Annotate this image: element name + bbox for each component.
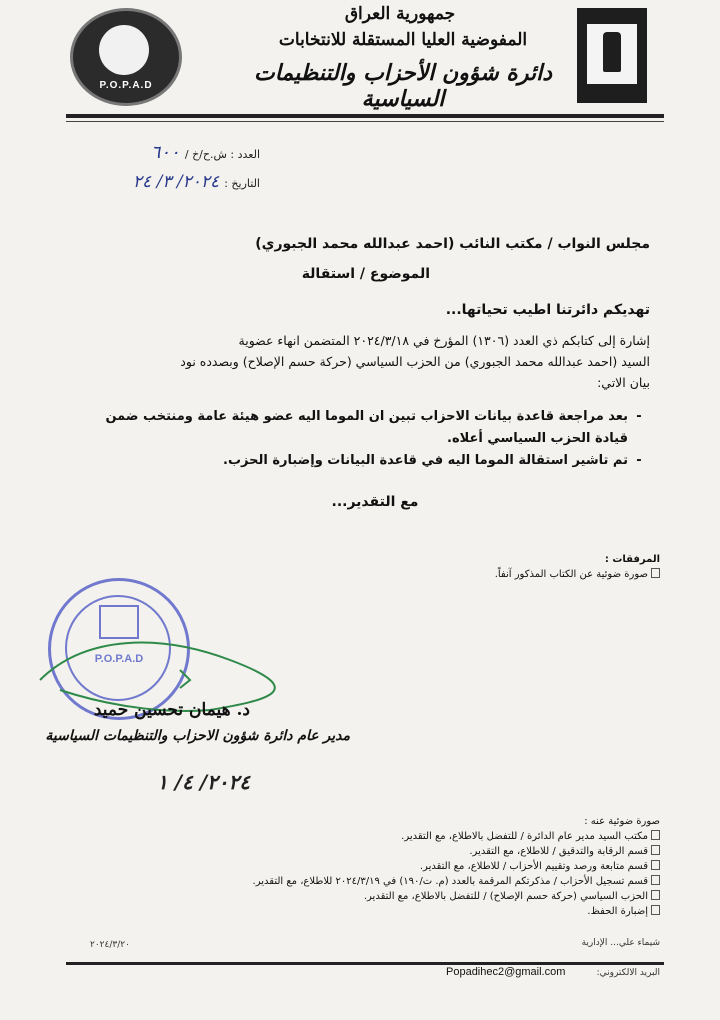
- number-value: ٦٠٠: [150, 142, 180, 163]
- email-label: البريد الالكتروني:: [596, 968, 660, 978]
- copy-item: مكتب السيد مدير عام الدائرة / للتفضل بالاطلاع، مع التقدير.: [200, 829, 660, 844]
- bullet-item: - بعد مراجعة قاعدة بيانات الاحزاب تبين ان الموما اليه عضو هيئة عامة ومنتخب ضمن قيادة الحزب السياسي أعلاه.: [80, 406, 650, 450]
- greeting: تهديكم دائرتنا اطيب تحياتها...: [445, 302, 650, 318]
- copy-item: إضبارة الحفظ.: [200, 904, 660, 919]
- signature-date: ٢٠٢٤/ ٤/ ١: [156, 770, 250, 794]
- bullet-item: - تم تاشير استقالة الموما اليه في قاعدة البيانات وإضبارة الحزب.: [80, 450, 650, 472]
- reference-date: [108, 172, 260, 192]
- header-divider-thin: [66, 121, 664, 122]
- raised-finger-icon: [603, 32, 621, 72]
- bullet-text-2: تم تاشير استقالة الموما اليه في قاعدة البيانات وإضبارة الحزب.: [223, 453, 628, 468]
- header-republic: جمهورية العراق: [344, 4, 456, 24]
- copy-item: قسم تسجيل الأحزاب / مذكرتكم المرقمة بالعدد (م. ت/١٩٠) في ٢٠٢٤/٣/١٩ للاطلاع، مع التقدير.: [200, 874, 660, 889]
- print-date: ٢٠٢٤/٣/٢٠: [90, 940, 130, 950]
- signer-title: مدير عام دائرة شؤون الاحزاب والتنظيمات السياسية: [45, 728, 350, 744]
- bullet-list: [80, 406, 650, 472]
- attachments: [420, 552, 660, 582]
- copies-label: صورة ضوئية عنه :: [584, 816, 660, 827]
- closing: مع التقدير...: [331, 494, 419, 510]
- copy-item: قسم الرقابة والتدقيق / للاطلاع، مع التقدير.: [200, 844, 660, 859]
- commission-logo: [577, 8, 647, 103]
- date-value: ٢٠٢٤/ ٣/ ٢٤: [132, 172, 220, 192]
- reference-number: [120, 142, 260, 163]
- footer-email: Popadihec2@gmail.com: [446, 966, 566, 978]
- body-paragraph: [66, 330, 650, 393]
- logo-emblem-icon: [99, 25, 149, 75]
- logo-left-text: P.O.P.A.D: [99, 80, 153, 91]
- attachment-item: صورة ضوئية عن الكتاب المذكور آنفاً.: [420, 567, 660, 582]
- attachments-label: المرفقات :: [604, 554, 660, 565]
- bullet-text-1: بعد مراجعة قاعدة بيانات الاحزاب تبين ان الموما اليه عضو هيئة عامة ومنتخب ضمن قيادة الحزب السياسي أعلاه.: [105, 409, 628, 446]
- footer-divider: [66, 962, 664, 965]
- stamp-text: P.O.P.A.D: [94, 653, 144, 665]
- copies-list: [200, 814, 660, 919]
- date-label: التاريخ :: [224, 177, 260, 190]
- header-commission: المفوضية العليا المستقلة للانتخابات: [278, 30, 528, 50]
- copy-item: قسم متابعة ورصد وتقييم الأحزاب / للاطلاع، مع التقدير.: [200, 859, 660, 874]
- paragraph-line-3: بيان الاتي:: [597, 375, 650, 390]
- paragraph-line-1: إشارة إلى كتابكم ذي العدد (١٣٠٦) المؤرخ في ٢٠٢٤/٣/١٨ المتضمن انهاء عضوية: [238, 333, 650, 348]
- header-divider: [66, 114, 664, 118]
- subject: الموضوع / استقالة: [301, 266, 430, 282]
- signer-name: د. هيمان تحسين حميد: [93, 700, 250, 720]
- clerk-note: شيماء علي... الإدارية: [581, 938, 660, 948]
- copy-item: الحزب السياسي (حركة حسم الإصلاح) / للتفضل بالاطلاع، مع التقدير.: [200, 889, 660, 904]
- popad-logo: [70, 8, 182, 106]
- addressee: مجلس النواب / مكتب النائب (احمد عبدالله محمد الجبوري): [255, 236, 650, 252]
- number-label: العدد : ش.ح/خ /: [184, 148, 260, 161]
- header-department: دائرة شؤون الأحزاب والتنظيمات السياسية: [253, 60, 552, 112]
- paragraph-line-2: السيد (احمد عبدالله محمد الجبوري) من الحزب السياسي (حركة حسم الإصلاح) وبصدده نود: [180, 354, 650, 369]
